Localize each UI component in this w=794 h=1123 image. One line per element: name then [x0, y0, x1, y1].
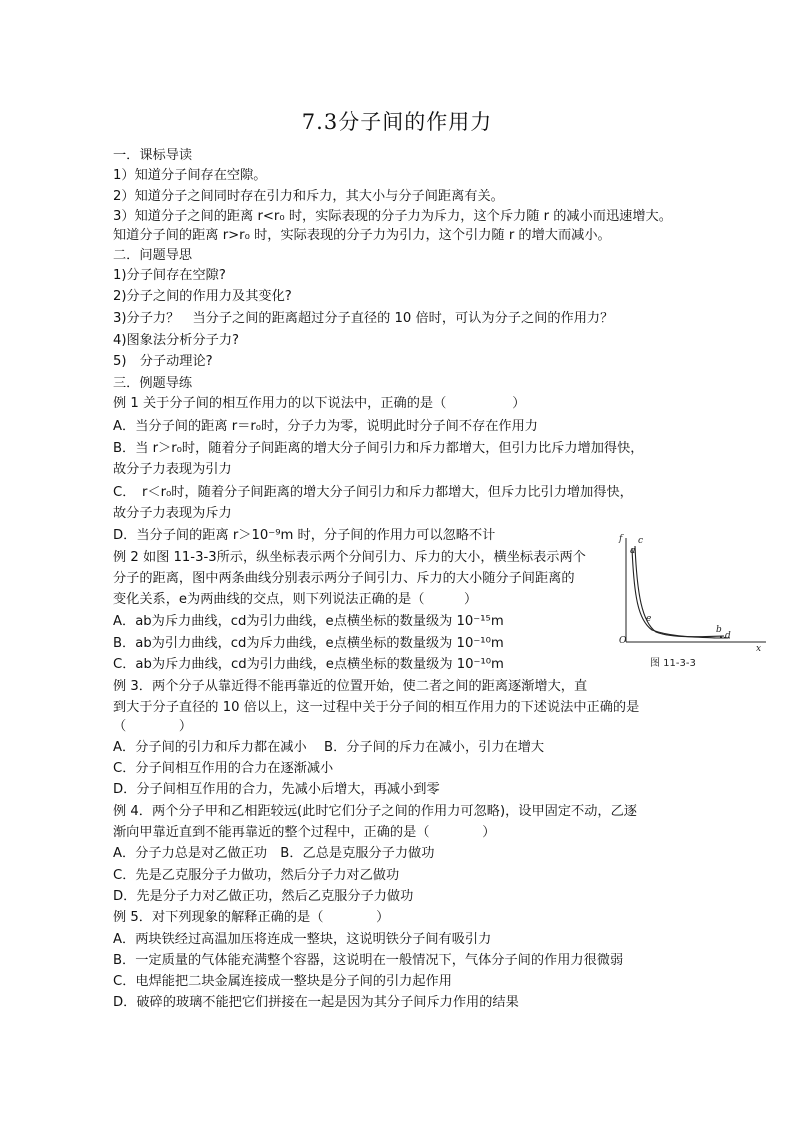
curve-label-b: b: [716, 625, 722, 635]
text-line-21: 分子的距离，图中两条曲线分别表示两分子间引力、斥力的大小随分子间距离的: [113, 571, 575, 586]
text-line-29: A．分子间的引力和斥力都在减小 B．分子间的斥力在减小，引力在增大: [113, 740, 545, 755]
text-line-35: C．先是乙克服分子力做功，然后分子力对乙做功: [113, 868, 400, 883]
force-curve-figure: [616, 534, 768, 669]
curve-label-d: d: [725, 631, 731, 641]
text-line-5: 知道分子间的距离 r>r₀ 时，实际表现的分子力为引力，这个引力随 r 的增大而减小。: [113, 228, 611, 243]
text-line-28: （ ）: [113, 719, 193, 734]
text-line-19: D．当分子间的距离 r＞10⁻⁹m 时，分子间的作用力可以忽略不计: [113, 528, 496, 543]
text-line-6: 二．问题导思: [113, 248, 193, 263]
text-line-18: 故分子力表现为斥力: [113, 506, 232, 521]
text-line-1: 一．课标导读: [113, 148, 193, 163]
text-line-40: C．电焊能把二块金属连接成一整块是分子间的引力起作用: [113, 974, 452, 989]
text-line-9: 3)分子力？ 当分子之间的距离超过分子直径的 10 倍时，可认为分子之间的作用力？: [113, 311, 614, 326]
text-line-8: 2)分子之间的作用力及其变化?: [113, 289, 292, 304]
figure-caption: 图 11-3-3: [650, 658, 696, 669]
text-line-3: 2）知道分子之间同时存在引力和斥力，其大小与分子间距离有关。: [113, 189, 504, 204]
text-line-11: 5) 分子动理论?: [113, 354, 213, 369]
text-line-17: C． r＜r₀时，随着分子间距离的增大分子间引力和斥力都增大，但斥力比引力增加得快，: [113, 485, 633, 500]
text-line-41: D．破碎的玻璃不能把它们拼接在一起是因为其分子间斥力作用的结果: [113, 995, 519, 1010]
text-line-37: 例 5．对下列现象的解释正确的是（ ）: [113, 910, 390, 925]
force-curve-graphic: [616, 534, 768, 652]
intersection-label-e: e: [646, 614, 652, 624]
curve-label-c: c: [638, 536, 644, 546]
text-line-26: 例 3．两个分子从靠近得不能再靠近的位置开始，使二者之间的距离逐渐增大，直: [113, 679, 588, 694]
text-line-36: D．先是分子力对乙做正功，然后乙克服分子力做功: [113, 889, 414, 904]
text-line-4: 3）知道分子之间的距离 r<r₀ 时，实际表现的分子力为斥力，这个斥力随 r 的减小而迅速增大。: [113, 209, 672, 224]
text-line-22: 变化关系，e为两曲线的交点，则下列说法正确的是（ ）: [113, 592, 478, 607]
text-line-12: 三．例题导练: [113, 376, 193, 391]
text-line-13: 例 1 关于分子间的相互作用力的以下说法中，正确的是（ ）: [113, 396, 526, 411]
origin-label: O: [619, 636, 627, 646]
text-line-10: 4)图象法分析分子力?: [113, 333, 240, 348]
text-line-14: A．当分子间的距离 r＝r₀时，分子力为零，说明此时分子间不存在作用力: [113, 419, 538, 434]
text-line-20: 例 2 如图 11-3-3所示，纵坐标表示两个分间引力、斥力的大小，横坐标表示两个: [113, 550, 586, 565]
curve-label-a: a: [630, 546, 636, 556]
text-line-23: A．ab为斥力曲线，cd为引力曲线，e点横坐标的数量级为 10⁻¹⁵m: [113, 614, 504, 629]
text-line-24: B．ab为引力曲线，cd为斥力曲线，e点横坐标的数量级为 10⁻¹⁰m: [113, 636, 504, 651]
text-line-15: B．当 r＞r₀时，随着分子间距离的增大分子间引力和斥力都增大，但引力比斥力增加得快，: [113, 441, 644, 456]
text-line-38: A．两块铁经过高温加压将连成一整块，这说明铁分子间有吸引力: [113, 932, 492, 947]
text-line-33: 渐向甲靠近直到不能再靠近的整个过程中，正确的是（ ）: [113, 825, 496, 840]
text-line-30: C．分子间相互作用的合力在逐渐减小: [113, 761, 334, 776]
text-line-25: C．ab为斥力曲线，cd为引力曲线，e点横坐标的数量级为 10⁻¹⁰m: [113, 657, 504, 672]
text-line-32: 例 4．两个分子甲和乙相距较远(此时它们分子之间的作用力可忽略)，设甲固定不动，乙逐: [113, 804, 637, 819]
axis-label-x: x: [756, 644, 762, 654]
text-line-7: 1)分子间存在空隙?: [113, 268, 226, 283]
text-line-31: D．分子间相互作用的合力，先减小后增大，再减小到零: [113, 782, 440, 797]
page-title: 7.3分子间的作用力: [301, 110, 493, 134]
text-line-2: 1）知道分子间存在空隙。: [113, 168, 267, 183]
axis-label-f: f: [619, 534, 623, 544]
text-line-34: A．分子力总是对乙做正功 B．乙总是克服分子力做功: [113, 846, 435, 861]
text-line-27: 到大于分子直径的 10 倍以上，这一过程中关于分子间的相互作用力的下述说法中正确的是: [113, 700, 640, 715]
text-line-16: 故分子力表现为引力: [113, 462, 232, 477]
text-line-39: B．一定质量的气体能充满整个容器，这说明在一般情况下，气体分子间的作用力很微弱: [113, 953, 624, 968]
